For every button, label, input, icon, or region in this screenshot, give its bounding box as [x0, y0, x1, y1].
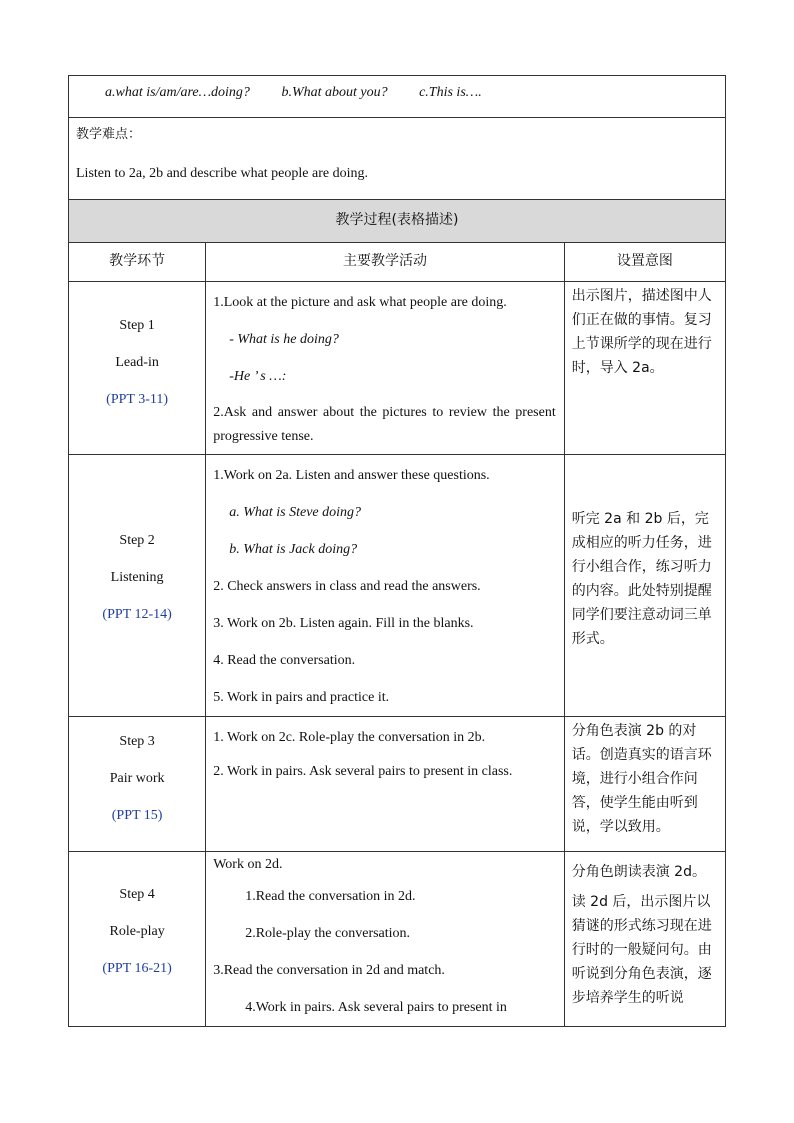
step-ppt: (PPT 12-14) [102, 607, 172, 622]
activities-list [206, 282, 564, 449]
step-ppt: (PPT 15) [111, 808, 163, 823]
target-item-a: a.what is/am/are…doing? [105, 85, 250, 100]
step-row-3 [69, 717, 726, 852]
step-label [69, 852, 205, 987]
step-name: Lead-in [115, 355, 159, 370]
step-ppt: (PPT 3-11) [106, 392, 169, 407]
step-label [69, 717, 205, 834]
activity-item: 1.Look at the picture and ask what people are doing. [213, 295, 507, 310]
header-intent: 设置意图 [616, 253, 673, 269]
target-item-b: b.What about you? [281, 85, 388, 100]
intent-text: 分角色表演 2b 的对话。创造真实的语言环境，进行小组合作问答，使学生能由听到说，学以致用。 [571, 723, 712, 835]
header-activities: 主要教学活动 [342, 253, 427, 269]
activity-item: 3.Read the conversation in 2d and match. [213, 963, 445, 978]
activity-question: - What is he doing? [229, 332, 339, 347]
step-name: Role-play [109, 924, 165, 939]
intent-text: 听完 2a 和 2b 后，完成相应的听力任务，进行小组合作，练习听力的内容。此处特别提醒同学们要注意动词三单形式。 [571, 511, 712, 647]
intent-text [565, 852, 725, 1010]
intent-text: 出示图片，描述图中人们正在做的事情。复习上节课所学的现在进行时，导入 2a。 [571, 288, 712, 376]
target-language-list [69, 76, 725, 104]
process-title-row [69, 200, 726, 243]
difficulty-row [69, 118, 726, 200]
step-name: Listening [110, 570, 164, 585]
activity-item: 5. Work in pairs and practice it. [213, 690, 390, 705]
step-number: Step 4 [119, 887, 155, 902]
step-number: Step 3 [119, 734, 155, 749]
step-number: Step 2 [119, 533, 155, 548]
activities-list [206, 455, 564, 716]
process-title: 教学过程(表格描述) [335, 212, 459, 228]
step-ppt: (PPT 16-21) [102, 961, 172, 976]
intent-para: 分角色朗读表演 2d。 [571, 864, 706, 880]
activity-item: 4.Work in pairs. Ask several pairs to present in [245, 1000, 507, 1015]
difficulty-text: Listen to 2a, 2b and describe what people are doing. [76, 166, 368, 181]
header-stage: 教学环节 [109, 253, 166, 269]
step-row-4 [69, 852, 726, 1027]
target-language-row [69, 76, 726, 118]
step-row-2 [69, 455, 726, 717]
step-label [69, 282, 205, 418]
step-number: Step 1 [119, 318, 155, 333]
step-name: Pair work [109, 771, 165, 786]
activity-item: 1.Work on 2a. Listen and answer these questions. [213, 468, 490, 483]
activities-list [206, 852, 564, 1026]
activity-item: 1.Read the conversation in 2d. [245, 889, 416, 904]
intent-para: 读 2d 后，出示图片以猜谜的形式练习现在进行时的一般疑问句。由听说到分角色表演，逐步培养学生的听说 [571, 894, 712, 1006]
activity-item: 1. Work on 2c. Role-play the conversation in 2b. [213, 730, 486, 745]
difficulty-label: 教学难点： [76, 127, 142, 142]
activity-item: 4. Read the conversation. [213, 653, 356, 668]
target-item-c: c.This is…. [419, 85, 482, 100]
activity-item: 3. Work on 2b. Listen again. Fill in the blanks. [213, 616, 474, 631]
activity-item: 2. Work in pairs. Ask several pairs to present in class. [213, 764, 513, 779]
activity-item: 2.Ask and answer about the pictures to review the present progressive tense. [213, 405, 556, 444]
step-label [69, 455, 205, 633]
activity-item: 2. Check answers in class and read the answers. [213, 579, 481, 594]
activity-answer: -He ’ s …: [229, 369, 287, 384]
activity-question: a. What is Steve doing? [229, 505, 362, 520]
activity-question: b. What is Jack doing? [229, 542, 358, 557]
lesson-plan-table [68, 75, 726, 1027]
step-row-1 [69, 282, 726, 455]
activities-list [206, 717, 564, 783]
activity-item: 2.Role-play the conversation. [245, 926, 411, 941]
header-row [69, 243, 726, 282]
activity-item: Work on 2d. [213, 857, 283, 872]
